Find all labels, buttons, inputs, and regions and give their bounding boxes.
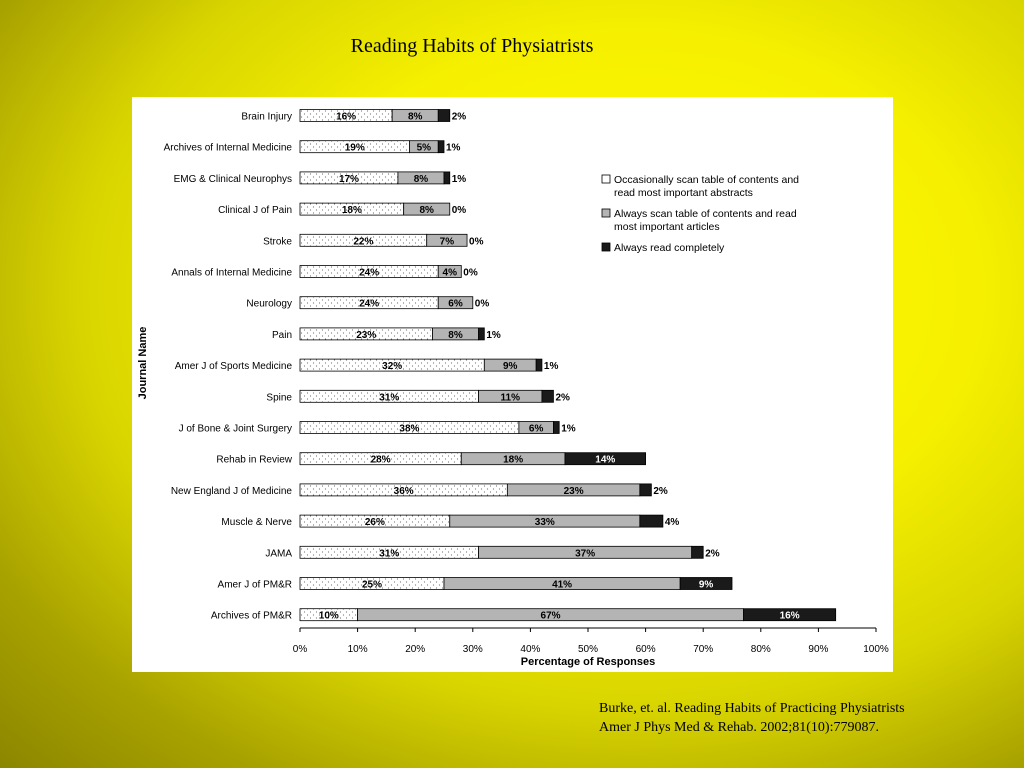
legend-label: read most important abstracts	[614, 187, 753, 199]
data-label: 23%	[563, 485, 584, 497]
data-label: 24%	[359, 298, 380, 310]
data-label: 2%	[451, 111, 467, 123]
data-label: 4%	[664, 517, 680, 529]
legend-swatch	[602, 209, 610, 217]
data-label: 41%	[552, 579, 573, 591]
x-tick-label: 10%	[347, 644, 368, 655]
data-label: 22%	[353, 236, 374, 248]
data-label: 6%	[448, 298, 463, 310]
legend-item-read-completely	[602, 242, 725, 254]
category-label: J of Bone & Joint Surgery	[178, 423, 292, 435]
category-label: Spine	[266, 392, 292, 404]
category-label: Annals of Internal Medicine	[171, 267, 292, 279]
data-label: 38%	[399, 423, 420, 435]
legend-swatch	[602, 175, 610, 183]
legend-label: Always read completely	[614, 242, 725, 254]
legend-item-always-scan	[602, 208, 797, 233]
chart-figure	[132, 97, 893, 672]
bar-segment-read-completely	[444, 172, 450, 184]
data-label: 0%	[474, 298, 490, 310]
bar-segment-read-completely	[640, 484, 652, 496]
legend-swatch	[602, 243, 610, 251]
data-label: 18%	[341, 205, 362, 217]
data-label: 8%	[413, 173, 429, 185]
data-label: 67%	[540, 610, 561, 622]
category-label: Amer J of PM&R	[217, 579, 292, 591]
data-label: 19%	[344, 142, 365, 154]
data-label: 8%	[407, 111, 423, 123]
data-label: 1%	[486, 329, 501, 341]
slide-title: Reading Habits of Physiatrists	[350, 35, 594, 57]
data-label: 31%	[379, 392, 400, 404]
x-tick-label: 90%	[808, 644, 829, 655]
data-label: 6%	[528, 423, 544, 435]
bar-segment-read-completely	[542, 390, 554, 402]
data-label: 14%	[595, 454, 616, 466]
bar-segment-read-completely	[479, 328, 485, 340]
bar-segment-read-completely	[640, 515, 663, 527]
category-label: Pain	[271, 329, 292, 341]
x-tick-label: 80%	[750, 644, 771, 655]
data-label: 17%	[338, 173, 359, 185]
citation-line-2: Amer J Phys Med & Rehab. 2002;81(10):779087.	[599, 720, 879, 735]
data-label: 1%	[446, 142, 461, 154]
data-label: 8%	[448, 329, 463, 341]
data-label: 0%	[463, 267, 478, 279]
bar-segment-read-completely	[692, 546, 704, 558]
citation-line-1: Burke, et. al. Reading Habits of Practicing Physiatrists	[599, 701, 905, 716]
category-label: Neurology	[246, 298, 292, 310]
legend-label: Always scan table of contents and read	[614, 208, 797, 220]
x-tick-label: 70%	[693, 644, 714, 655]
category-label: New England J of Medicine	[170, 485, 292, 497]
data-label: 36%	[393, 485, 414, 497]
data-label: 1%	[543, 361, 559, 373]
legend-item-occasionally	[602, 174, 799, 199]
data-label: 26%	[364, 517, 385, 529]
data-label: 16%	[779, 610, 800, 622]
data-label: 5%	[416, 142, 432, 154]
category-label: Stroke	[263, 236, 292, 248]
data-label: 28%	[370, 454, 391, 466]
category-label: EMG & Clinical Neurophys	[173, 173, 292, 185]
data-label: 16%	[336, 111, 357, 123]
x-tick-label: 0%	[292, 644, 308, 655]
category-label: Archives of PM&R	[210, 610, 292, 622]
citation	[599, 699, 905, 737]
data-label: 11%	[500, 392, 520, 404]
x-tick-label: 60%	[635, 644, 656, 655]
x-tick-label: 20%	[405, 644, 426, 655]
y-axis-title: Journal Name	[137, 326, 149, 400]
data-label: 32%	[382, 361, 403, 373]
data-label: 37%	[575, 548, 596, 560]
data-label: 23%	[356, 329, 377, 341]
data-label: 24%	[359, 267, 380, 279]
bar-segment-read-completely	[438, 141, 444, 153]
legend-label: most important articles	[614, 221, 720, 233]
data-label: 7%	[439, 236, 455, 248]
bar-segment-read-completely	[553, 422, 559, 434]
bar-segment-read-completely	[536, 359, 542, 371]
x-tick-label: 40%	[520, 644, 541, 655]
data-label: 8%	[419, 205, 434, 217]
category-label: Brain Injury	[241, 111, 292, 123]
data-label: 4%	[442, 267, 457, 279]
x-tick-label: 50%	[577, 644, 599, 655]
data-label: 2%	[705, 548, 720, 560]
bar-segment-read-completely	[438, 110, 450, 122]
category-label: Muscle & Nerve	[221, 517, 292, 529]
data-label: 1%	[561, 423, 576, 435]
data-label: 0%	[469, 236, 484, 248]
data-label: 10%	[318, 610, 339, 622]
category-label: Archives of Internal Medicine	[163, 142, 292, 154]
data-label: 1%	[451, 173, 467, 185]
x-tick-label: 30%	[462, 644, 483, 655]
data-label: 2%	[653, 485, 668, 497]
category-label: Clinical J of Pain	[218, 205, 292, 217]
data-label: 31%	[379, 548, 400, 560]
data-label: 18%	[503, 454, 524, 466]
data-label: 33%	[534, 517, 555, 529]
category-label: Amer J of Sports Medicine	[174, 361, 292, 373]
x-tick-label: 100%	[863, 644, 889, 655]
data-label: 9%	[698, 579, 714, 591]
data-label: 9%	[503, 361, 518, 373]
legend-label: Occasionally scan table of contents and	[614, 174, 800, 186]
category-label: Rehab in Review	[216, 454, 292, 466]
data-label: 2%	[555, 392, 570, 404]
category-label: JAMA	[265, 548, 292, 560]
data-label: 0%	[451, 205, 467, 217]
stacked-bar-chart	[132, 97, 893, 672]
data-label: 25%	[361, 579, 383, 591]
x-axis-title: Percentage of Responses	[520, 656, 656, 668]
